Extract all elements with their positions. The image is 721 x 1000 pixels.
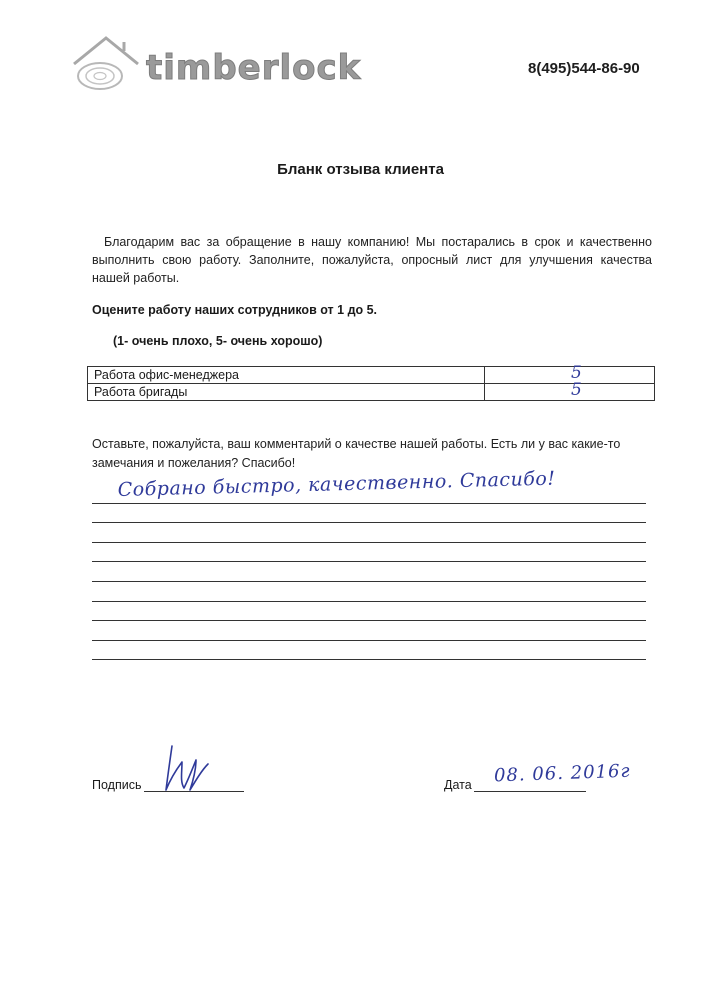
comment-line [92, 641, 646, 661]
table-row [88, 367, 655, 384]
comment-line [92, 602, 646, 622]
rating-label: Работа бригады [88, 384, 485, 401]
intro-paragraph: Благодарим вас за обращение в нашу компанию! Мы постарались в срок и качественно выполнить свою работу. Заполните, пожалуйста, опросный лист для улучшения качества нашей работы. [92, 235, 652, 285]
date-label: Дата [444, 778, 472, 792]
comment-line [92, 543, 646, 563]
comment-line [92, 562, 646, 582]
date-field[interactable] [444, 760, 631, 800]
signature-field[interactable] [92, 740, 252, 800]
table-row [88, 384, 655, 401]
rating-score[interactable] [485, 363, 655, 384]
signature-label: Подпись [92, 778, 142, 792]
comment-line [92, 523, 646, 543]
comment-prompt: Оставьте, пожалуйста, ваш комментарий о качестве нашей работы. Есть ли у вас какие-то замечания и пожелания? Спасибо! [92, 437, 621, 470]
handwritten-score: 5 [571, 380, 582, 400]
ratings-table [87, 363, 655, 401]
rating-label: Работа офис-менеджера [88, 367, 485, 384]
handwritten-date: 08. 06. 2016г [493, 760, 631, 787]
date-line [474, 791, 586, 792]
comment-line [92, 582, 646, 602]
signature-scribble-icon [160, 740, 220, 796]
rating-scale-note: (1- очень плохо, 5- очень хорошо) [113, 334, 323, 348]
rating-instructions: Оцените работу наших сотрудников от 1 до 5. [92, 303, 378, 317]
form-title: Бланк отзыва клиента [277, 161, 444, 178]
comment-line [92, 504, 646, 524]
comment-line [92, 621, 646, 641]
company-logo [72, 34, 362, 94]
handwritten-comment: Собрано быстро, качественно. Спасибо! [117, 467, 556, 501]
rating-score[interactable] [485, 380, 655, 401]
comment-line [92, 467, 646, 504]
handwritten-score: 5 [571, 363, 582, 383]
comment-field[interactable] [92, 467, 646, 660]
company-phone: 8(495)544-86-90 [528, 60, 640, 77]
house-logo-icon [72, 34, 142, 94]
logo-wordmark: timberlock [146, 48, 362, 88]
